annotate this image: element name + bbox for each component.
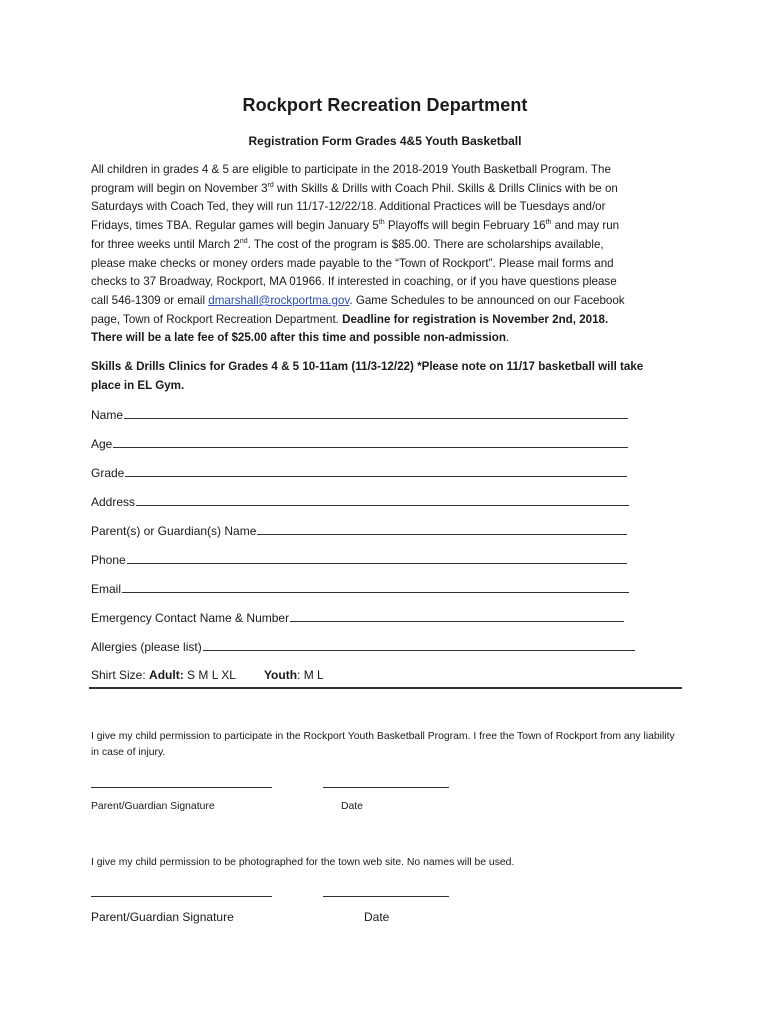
field-label: Grade — [91, 466, 125, 480]
email-link[interactable]: dmarshall@rockportma.gov — [208, 293, 350, 307]
parent-name-input-line[interactable] — [257, 523, 627, 535]
intro-line-4 — [91, 217, 686, 236]
deadline-notice: Deadline for registration is November 2nd, 2018. — [342, 312, 609, 326]
intro-text: and may run — [551, 219, 620, 233]
ordinal-suffix: th — [378, 219, 385, 227]
form-subtitle: Registration Form Grades 4&5 Youth Basketball — [248, 134, 522, 148]
field-label: Allergies (please list) — [91, 640, 202, 654]
late-fee-notice: There will be a late fee of $25.00 after this time and possible non-admission — [91, 331, 506, 345]
allergies-field[interactable] — [91, 639, 635, 654]
age-field[interactable] — [91, 436, 628, 451]
ordinal-suffix: th — [545, 219, 552, 227]
name-input-line[interactable] — [124, 407, 628, 419]
intro-line-3: Saturdays with Coach Ted, they will run 11/17-12/22/18. Additional Practices will be Tuesdays and/or — [91, 200, 606, 214]
youth-label: Youth — [263, 668, 298, 682]
signature-label: Parent/Guardian Signature — [91, 910, 234, 924]
intro-text: Fridays, times TBA. Regular games will begin January 5 — [91, 219, 379, 233]
date-line[interactable] — [323, 895, 449, 897]
photo-consent-text: I give my child permission to be photographed for the town web site. No names will be used. — [91, 857, 515, 868]
youth-sizes[interactable]: : M L — [297, 668, 324, 682]
date-label: Date — [364, 910, 390, 924]
intro-line-7: checks to 37 Broadway, Rockport, MA 01966. If interested in coaching, or if you have questions please — [91, 275, 617, 289]
section-divider — [89, 687, 682, 689]
intro-text: page, Town of Rockport Recreation Department. — [91, 312, 343, 326]
intro-text: for three weeks until March 2 — [91, 237, 240, 251]
intro-line-5 — [91, 236, 686, 255]
shirt-size-label: Shirt Size: — [91, 668, 150, 682]
parent-name-field[interactable] — [91, 523, 627, 538]
intro-text: . Game Schedules to be announced on our Facebook — [349, 293, 625, 307]
intro-line-10 — [91, 329, 686, 348]
program-description — [91, 161, 686, 348]
emergency-contact-input-line[interactable] — [290, 610, 624, 622]
intro-text: . The cost of the program is $85.00. There are scholarships available, — [247, 237, 604, 251]
ordinal-suffix: nd — [239, 237, 248, 245]
intro-line-9 — [91, 311, 686, 330]
clinic-line-2: place in EL Gym. — [91, 378, 185, 392]
signature-line[interactable] — [91, 895, 272, 897]
adult-sizes[interactable]: S M L XL — [183, 668, 236, 682]
phone-input-line[interactable] — [127, 552, 627, 564]
name-field[interactable] — [91, 407, 628, 422]
intro-text: program will begin on November 3 — [91, 181, 268, 195]
shirt-size-row — [91, 668, 324, 682]
field-label: Phone — [91, 553, 126, 567]
date-line[interactable] — [323, 786, 449, 788]
intro-text: . — [505, 331, 510, 345]
phone-field[interactable] — [91, 552, 627, 567]
intro-line-2 — [91, 180, 686, 199]
age-input-line[interactable] — [113, 436, 628, 448]
intro-text: Playoffs will begin February 16 — [384, 219, 546, 233]
intro-line-6: please make checks or money orders made payable to the “Town of Rockport”. Please mail forms and — [91, 256, 614, 270]
date-label: Date — [341, 801, 363, 812]
signature-label: Parent/Guardian Signature — [91, 801, 215, 812]
adult-label: Adult: — [149, 668, 184, 682]
intro-line-1: All children in grades 4 & 5 are eligible to participate in the 2018-2019 Youth Basketball Program. The — [91, 163, 611, 176]
field-label: Parent(s) or Guardian(s) Name — [91, 524, 257, 538]
field-label: Name — [91, 408, 124, 422]
intro-text: with Skills & Drills with Coach Phil. Skills & Drills Clinics with be on — [273, 181, 618, 195]
field-label: Age — [91, 437, 113, 451]
email-field[interactable] — [91, 581, 629, 596]
email-input-line[interactable] — [122, 581, 629, 593]
emergency-contact-field[interactable] — [91, 610, 624, 625]
ordinal-suffix: rd — [267, 181, 274, 189]
grade-input-line[interactable] — [125, 465, 627, 477]
field-label: Emergency Contact Name & Number — [91, 611, 290, 625]
clinic-notice — [91, 358, 691, 395]
page-title: Rockport Recreation Department — [242, 95, 528, 115]
liability-consent-text: I give my child permission to participate in the Rockport Youth Basketball Program. I free the Town of Rockport from any liability in case of injury. — [91, 731, 675, 758]
address-field[interactable] — [91, 494, 629, 509]
intro-line-8 — [91, 292, 686, 311]
intro-text: call 546-1309 or email — [91, 293, 209, 307]
signature-line[interactable] — [91, 786, 272, 788]
allergies-input-line[interactable] — [203, 639, 635, 651]
field-label: Address — [91, 495, 136, 509]
address-input-line[interactable] — [136, 494, 629, 506]
clinic-line-1: Skills & Drills Clinics for Grades 4 & 5 10-11am (11/3-12/22) *Please note on 11/17 basketball will take — [91, 360, 644, 373]
grade-field[interactable] — [91, 465, 627, 480]
field-label: Email — [91, 582, 122, 596]
